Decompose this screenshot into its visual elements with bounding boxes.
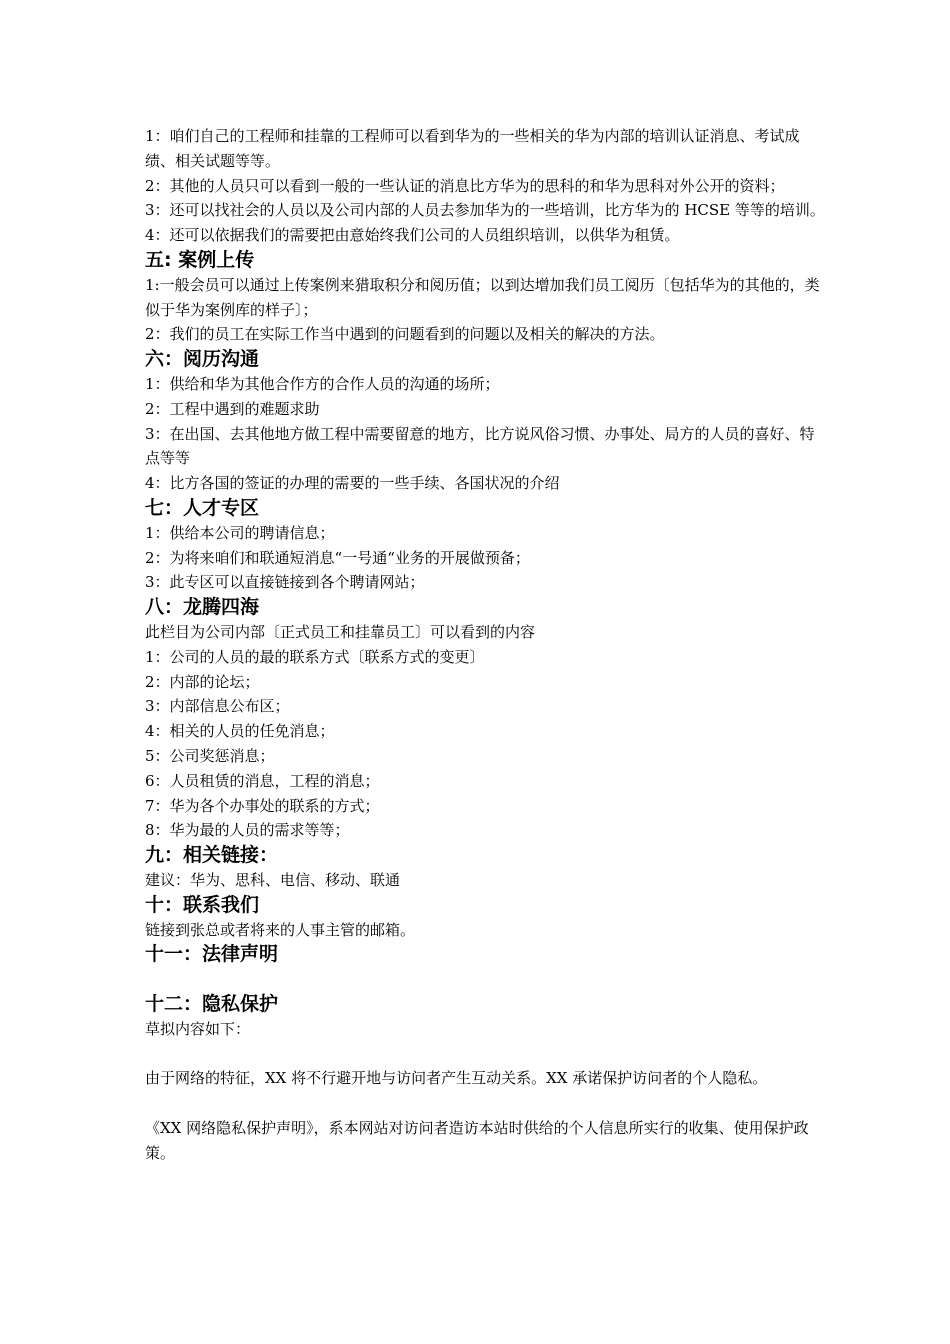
spacer [145, 1041, 825, 1066]
section4-item-4: 4：还可以依据我们的需要把由意始终我们公司的人员组织培训，以供华为租赁。 [145, 226, 680, 245]
document-page [145, 124, 825, 1165]
section5-item-1: 1:一般会员可以通过上传案例来猎取积分和阅历值；以到达增加我们员工阅历〔包括华为的其他的，类似于华为案例库的样子〕； [145, 275, 820, 319]
section8-intro: 此栏目为公司内部〔正式员工和挂靠员工〕可以看到的内容 [145, 622, 536, 641]
section6-item-4: 4：比方各国的签证的办理的需要的一些手续、各国状况的介绍 [145, 474, 560, 493]
section8-item-3: 3：内部信息公布区； [145, 697, 290, 716]
section6-item-1: 1：供给和华为其他合作方的合作人员的沟通的场所； [145, 374, 500, 393]
section10-heading: 十：联系我们 [145, 893, 260, 916]
section10-text: 链接到张总或者将来的人事主管的邮箱。 [145, 920, 416, 939]
section12-intro: 草拟内容如下： [145, 1019, 251, 1038]
spacer [145, 967, 825, 992]
section9-heading: 九：相关链接： [145, 844, 279, 867]
section7-item-1: 1：供给本公司的聘请信息； [145, 523, 335, 542]
section8-item-5: 5：公司奖惩消息； [145, 746, 275, 765]
section8-item-8: 8：华为最的人员的需求等等； [145, 821, 350, 840]
section8-item-2: 2：内部的论坛； [145, 672, 260, 691]
section4-item-1: 1：咱们自己的工程师和挂靠的工程师可以看到华为的一些相关的华为内部的培训认证消息、考试成绩、相关试题等等。 [145, 127, 800, 170]
section6-item-2: 2：工程中遇到的难题求助 [145, 399, 320, 418]
section8-item-6: 6：人员租赁的消息，工程的消息； [145, 771, 380, 790]
section6-heading: 六：阅历沟通 [145, 348, 260, 371]
section4-item-2: 2：其他的人员只可以看到一般的一些认证的消息比方华为的思科的和华为思科对外公开的资料； [145, 176, 785, 195]
section9-text: 建议：华为、思科、电信、移动、联通 [145, 870, 401, 889]
section6-item-3: 3：在出国、去其他地方做工程中需要留意的地方，比方说风俗习惯、办事处、局方的人员的喜好、特点等等 [145, 424, 815, 468]
section4-item-3: 3：还可以找社会的人员以及公司内部的人员去参加华为的一些培训，比方华为的 HCSE 等等的培训。 [145, 201, 825, 220]
spacer [145, 1091, 825, 1116]
section7-item-2: 2：为将来咱们和联通短消息“一号通“业务的开展做预备； [145, 548, 530, 567]
section12-heading: 十二：隐私保护 [145, 992, 279, 1015]
section7-item-3: 3：此专区可以直接链接到各个聘请网站； [145, 573, 425, 592]
section7-heading: 七：人才专区 [145, 496, 260, 519]
section8-item-7: 7：华为各个办事处的联系的方式； [145, 796, 380, 815]
section8-item-4: 4：相关的人员的任免消息； [145, 722, 335, 741]
section8-item-1: 1：公司的人员的最的联系方式〔联系方式的变更〕 [145, 647, 485, 666]
section12-para2: 《XX 网络隐私保护声明》，系本网站对访问者造访本站时供给的个人信息所实行的收集、使用保护政策。 [145, 1118, 809, 1162]
section5-heading: 五: 案例上传 [145, 248, 255, 271]
section11-heading: 十一：法律声明 [145, 943, 279, 966]
section5-item-2: 2：我们的员工在实际工作当中遇到的问题看到的问题以及相关的解决的方法。 [145, 325, 665, 344]
section12-para1: 由于网络的特征，XX 将不行避开地与访问者产生互动关系。XX 承诺保护访问者的个人隐私。 [145, 1069, 768, 1088]
section8-heading: 八：龙腾四海 [145, 596, 260, 619]
